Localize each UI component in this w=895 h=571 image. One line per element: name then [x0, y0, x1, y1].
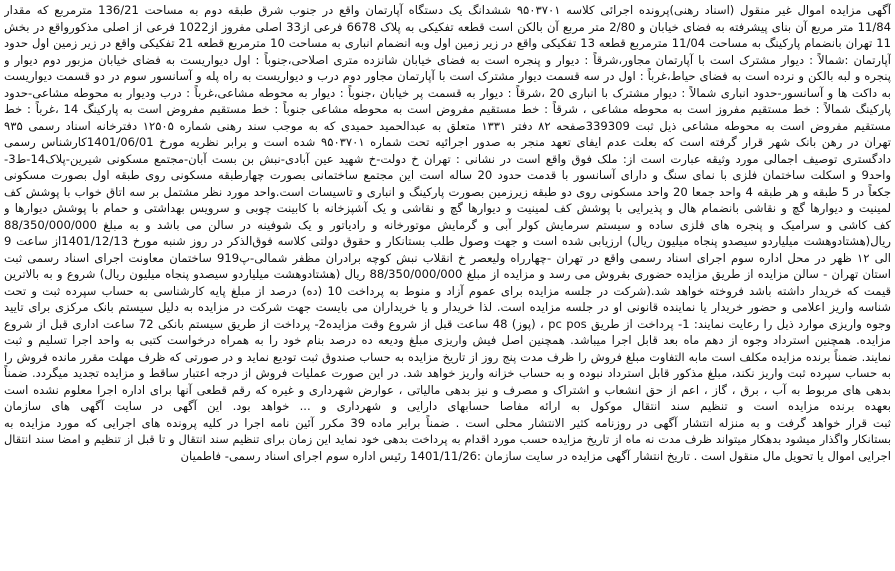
notice-line-17: استان تهران - سالن مزایده از طریق مزایده حضوری بفروش می رسد و مزایده از مبلغ 88/350/000/000 ریال (هشتادوهشت میلیاردو سیصدو پنجاه میلیون ریال) شروع و به بالاترین: [4, 267, 891, 281]
notice-line-11: واحد9 و اسکلت ساختمان فلزی با نمای سنگ و دارای آسانسور با قدمت حدود 20 ساله است این مجتمع ساختمانی بصورت چهارطبقه مسکونی روی طبقه اول بصورت مسکونی: [4, 168, 891, 182]
notice-line-10: دادگستری توصیف اجمالی مورد وثیقه عبارت است از: ملک فوق واقع است در نشانی : تهران خ دولت-خ شهید عین آبادی-نبش بن بست آبان-مجتمع مسکونی شیرین-پلاک14-ط3-: [4, 151, 891, 166]
notice-line-1: آگهی مزایده اموال غیر منقول (اسناد رهنی)پرونده اجرائی کلاسه ۹۵۰۳۷۰۱ ششدانگ یک دستگاه آپارتمان واقع در جنوب شرق طبقه دوم به مساحت 136/21 مترمربع که مقدار: [4, 3, 891, 17]
notice-line-26: ثبت قرار خواهد گرفت و به منزله انتشار آگهی در روزنامه کثیر الانتشار محلی است . ضمناً برابر ماده 39 مکرر آئین نامه اجرا در کلیه پرونده های اجرایی که مورد مزایده به: [4, 415, 891, 430]
notice-line-24: بدهی های مربوط به آب ، برق ، گاز ، اعم از حق انشعاب و اشتراک و مصرف و نیز بدهی مالیاتی ، عوارض شهرداری و غیره که رقم قطعی آنها برای اداره اجرا معلوم نشده است: [4, 382, 891, 397]
notice-line-21: مزایده. همچنین استرداد وجوه از دهم ماه بعد قابل اجرا میباشد. همچنین اصل فیش واریزی مبلغ ودیعه ده درصد بنام خود را به همراه درخواست کتبی به واحد اجرا تسلیم و ثبت: [4, 333, 891, 347]
notice-line-4: آپارتمان :شمالاً : دیوار مشترک است با آپارتمان مجاور،شرقاً : دیوار و پنجره است به فضای خیابان شانزده متری اصلاحی،جنوباً : اول دیواریست به فضای خیابان مزبور دوم دیوار و: [4, 52, 891, 67]
notice-line-19: شناسه واریز اعلامی و حضور خریدار یا نماینده قانونی او در جلسه مزایده است. لذا خریدار و یا خریداران می بایست جهت شرکت در مزایده به دلیل سیستم بانک مرکزی برای تایید: [4, 300, 891, 314]
notice-line-12: جکعاً در 5 طبقه و هر طبقه 4 واحد جمعا 20 واحد مسکونی روی دو طبقه زیرزمین بصورت پارکینگ و انباری و تاسیسات است.واحد مورد نظر مشتمل بر سه اتاق خواب با پوشش کف: [4, 184, 891, 199]
notice-line-3: 11 تهران بانضمام پارکینگ به مساحت 11/04 مترمربع قطعه 13 تفکیکی واقع در زیر زمین اول وبه انضمام انباری به مساحت 10 مترمربع قطعه 21 تفکیکی واقع در زیر زمین اول حدود: [4, 36, 891, 50]
notice-line-28: اجرایی اموال یا تحویل مال منقول است . تاریخ انتشار آگهی مزایده در سایت سازمان :1401/11/26 رئیس اداره سوم اجرای اسناد رسمی- فاطمیان: [180, 448, 891, 463]
notice-line-13: لمینیت و دیوارها گچ و نقاشی بانضمام هال و پذیرایی با پوشش کف لمینیت و دیوارها گچ و نقاشی و یک آشپزخانه با کابینت چوبی و سرویس بهداشتی و حمام با پوشش دیوارها و: [4, 201, 891, 215]
notice-line-14: کف کاشی و سرامیک و پنجره های فلزی ساده و سیستم سرمایش کولر آبی و گرمایش موتورخانه و رادیاتور و یک شوفینه در سالن می باشد و به مبلغ 88/350/000/000: [4, 217, 891, 232]
notice-line-27: بستانکار واگذار میشود بدهکار میتواند ظرف مدت نه ماه از تاریخ مزایده حسب مورد اقدام به پرداخت بدهی خود نماید این زمان برای تنظیم سند انتقال و تا قبل از تنظیم و امضا سند انتقال: [4, 432, 891, 446]
notice-line-7: پارکینگ شمالاً : خط مستقیم مفروز است به محوطه مشاعی ، شرقاً : خط مستقیم مفروض است به محوطه مشاعی جنوباً : خط مستقیم مفروض است به پارکینگ 14 ،غرباً : خط: [4, 102, 891, 116]
notice-line-22: نمایند. ضمناً برنده مزایده مکلف است مابه التفاوت مبلغ فروش را ظرف مدت پنج روز از تاریخ مزایده به حساب صندوق ثبت تودیع نماید و در صورتی که ظرف مهلت مقرر مانده فروش را: [4, 349, 891, 364]
notice-line-2: 11/84 متر مربع آن بنای پیشرفته به فضای خیابان و 2/80 متر مربع آن بالکن است قطعه تفکیکی به پلاک 6678 فرعی از33 اصلی مفروز از1022 فرعی از اصلی مذکورواقع در بخش: [4, 19, 891, 34]
notice-line-18: قیمت که خریدار داشته باشد فروخته خواهد شد.(شرکت در جلسه مزایده برای عموم آزاد و منوط به پرداخت 10 (ده) درصد از مبلغ پایه کارشناسی به حساب سپرده ثبت و تحت: [4, 283, 891, 298]
notice-line-16: الی ۱۲ ظهر در محل اداره سوم اجرای اسناد رسمی واقع در تهران -چهارراه ولیعصر خ انقلاب نبش کوچه برادران مظفر شمالی-پ919 ساختمان معاونت اجرای اسناد رسمی ثبت: [4, 250, 891, 265]
notice-line-9: تهران در رهن بانک شهر قرار گرفته است که بعلت عدم ایفای تعهد منجر به صدور اجرائیه تحت شماره ۹۵۰۳۷۰۱ شده است و برابر نظریه مورخ 1401/06/01کارشناس رسمی: [4, 135, 891, 149]
notice-line-20: وجوه واریزی موارد ذیل را رعایت نمایند: 1- پرداخت از طریق pc pos ، (پوز) 48 ساعت قبل از شروع وقت مزایده2- پرداخت از طریق سیستم بانکی 72 ساعت اداری قبل از شروع: [4, 316, 891, 331]
notice-line-8: مستقیم مفروض است به محوطه مشاعی ذیل ثبت 339309صفحه ۸۲ دفتر ۱۳۳۱ متعلق به عبدالحمید حمیدی که به موجب سند رهنی شماره ۱۲۵۰۵ دفترخانه اسناد رسمی ۹۳۵: [4, 118, 891, 133]
notice-line-15: ریال(هشتادوهشت میلیاردو سیصدو پنجاه میلیون ریال) ارزیابی شده است و جهت وصول طلب بستانکار و حقوق دولتی کلاسه فوق‌الذکر در روز شنبه مورخ 1401/12/13از ساعت 9: [4, 234, 891, 248]
notice-line-23: به حساب سپرده ثبت واریز نکند، مبلغ مذکور قابل استرداد نبوده و به حساب خزانه واریز خواهد شد. در این صورت عملیات فروش از درجه اعتبار ساقط و مزایده تجدید میگردد. ضمناً: [4, 366, 891, 380]
notice-line-25: بعهده برنده مزایده است و تنظیم سند انتقال موکول به ارائه مفاصا حسابهای دارایی و شهرداری و ... خواهد بود. این آگهی در سایت آگهی های سازمان: [4, 399, 891, 413]
notice-line-6: به داکت ها و آسانسور-حدود انباری شمالاً : دیوار مشترک با انباری 20 ،شرقاً : دیوار به قسمت پر خیابان ،جنوباً : دیوار به محوطه مشاعی،غرباً : درب ودیوار به محوطه مشاعی-حدود: [4, 85, 891, 100]
notice-line-5: پنجره و لبه بالکن و نرده است به فضای حیاط،غرباً : اول در سه قسمت دیوار مشترک است با آپارتمان مجاور دوم درب و دیواریست به راه پله و آسانسور سوم در دو قسمت دیواریست: [4, 69, 891, 83]
